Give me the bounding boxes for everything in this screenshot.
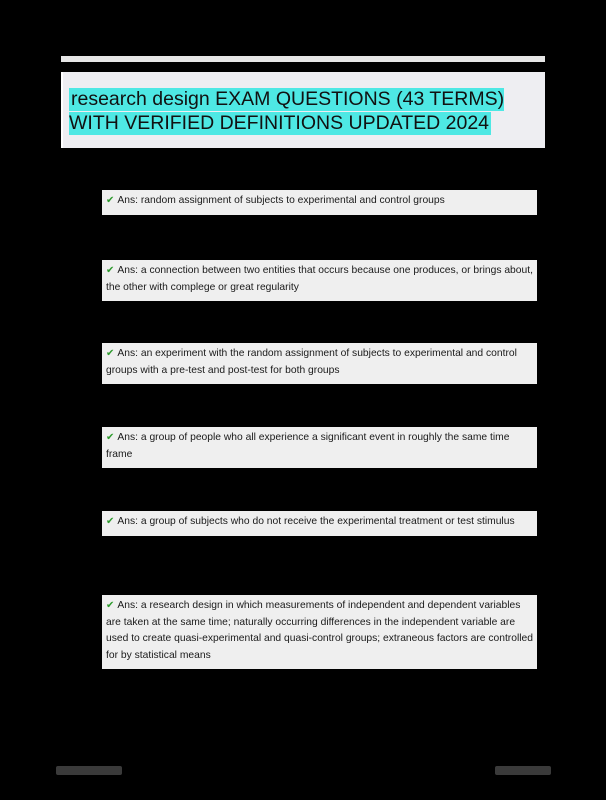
answer-text: Ans: a group of people who all experience a significant event in roughly the same time frame [106,432,510,460]
answer-text: Ans: random assignment of subjects to experimental and control groups [117,195,445,206]
answer-text: Ans: a connection between two entities that occurs because one produces, or brings about, the other with complege or great regularity [106,265,533,293]
answer-box [102,343,537,384]
answer-text: Ans: a research design in which measurements of independent and dependent variables are taken at the same time; naturally occurring differences in the independent variable are used to create quasi-experimental and quasi-control groups; extraneous factors are controlled for by statistical means [106,600,533,661]
answer-box [102,190,537,215]
checkmark-icon: ✔ [106,432,115,443]
footer-logo-redacted [56,766,122,775]
document-title [69,87,539,135]
answer-text: Ans: a group of subjects who do not receive the experimental treatment or test stimulus [117,516,515,527]
answer-box [102,511,537,536]
answer-box [102,595,537,669]
checkmark-icon: ✔ [106,265,115,276]
document-title-text: research design EXAM QUESTIONS (43 TERMS) WITH VERIFIED DEFINITIONS UPDATED 2024 [69,88,505,134]
answer-box [102,427,537,468]
answer-box [102,260,537,301]
footer-page-number-redacted [495,766,551,775]
checkmark-icon: ✔ [106,195,115,206]
answer-text: Ans: an experiment with the random assignment of subjects to experimental and control groups with a pre-test and post-test for both groups [106,348,517,376]
checkmark-icon: ✔ [106,600,115,611]
checkmark-icon: ✔ [106,516,115,527]
header-rule [61,56,545,62]
checkmark-icon: ✔ [106,348,115,359]
